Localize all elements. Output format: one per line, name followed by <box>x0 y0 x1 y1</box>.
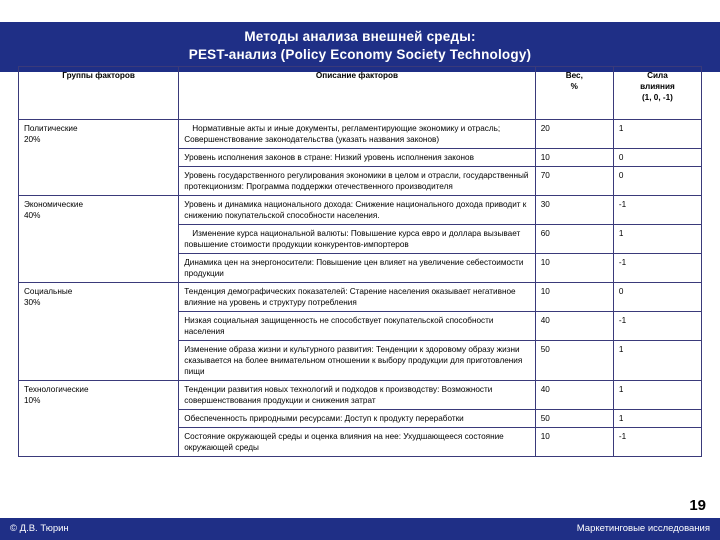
factor-weight: 70 <box>535 167 613 196</box>
factor-force: -1 <box>613 312 701 341</box>
factor-force: 1 <box>613 341 701 381</box>
page-number: 19 <box>689 497 706 514</box>
footer-bar <box>0 518 720 540</box>
factor-description: Тенденции развития новых технологий и подходов к производству: Возможности совершенствования продукции и снижения затрат <box>179 381 536 410</box>
factor-weight: 60 <box>535 225 613 254</box>
factor-weight: 40 <box>535 312 613 341</box>
factor-force: 0 <box>613 149 701 167</box>
factor-description: Уровень исполнения законов в стране: Низкий уровень исполнения законов <box>179 149 536 167</box>
group-percent: 10% <box>24 396 41 405</box>
group-name: Технологические <box>24 385 89 394</box>
factor-description: Динамика цен на энергоносители: Повышение цен влияет на увеличение себестоимости продукции <box>179 254 536 283</box>
factor-description: Уровень и динамика национального дохода: Снижение национального дохода приводит к снижению покупательской способности населения. <box>179 196 536 225</box>
footer-subject: Маркетинговые исследования <box>576 523 710 534</box>
pest-table <box>18 66 702 457</box>
header-group: Группы факторов <box>19 67 179 120</box>
factor-description: Изменение образа жизни и культурного развития: Тенденции к здоровому образу жизни сказывается на более внимательном отношении к выбору продукции для приготовления пищи <box>179 341 536 381</box>
table-row <box>19 381 702 410</box>
group-percent: 40% <box>24 211 41 220</box>
factor-description: Нормативные акты и иные документы, регламентирующие экономику и отрасль; Совершенствование законодательства (указать названия законов) <box>179 120 536 149</box>
factor-weight: 10 <box>535 283 613 312</box>
group-percent: 20% <box>24 135 41 144</box>
header-force-line1: Сила <box>647 71 668 80</box>
header-force-line2: влияния <box>640 82 675 91</box>
factor-force: -1 <box>613 428 701 457</box>
factor-description: Низкая социальная защищенность не способствует покупательской способности населения <box>179 312 536 341</box>
factor-force: -1 <box>613 254 701 283</box>
factor-weight: 40 <box>535 381 613 410</box>
factor-description: Тенденция демографических показателей: Старение населения оказывает негативное влияние на уровень и структуру потребления <box>179 283 536 312</box>
table-row <box>19 120 702 149</box>
factor-force: 1 <box>613 225 701 254</box>
group-cell-economic <box>19 196 179 283</box>
group-cell-political <box>19 120 179 196</box>
factor-force: 1 <box>613 381 701 410</box>
header-weight <box>535 67 613 120</box>
header-weight-line2: % <box>570 82 578 91</box>
header-description: Описание факторов <box>179 67 536 120</box>
factor-description: Уровень государственного регулирования экономики в целом и отрасли, государственный протекционизм: Программа поддержки отечественного производителя <box>179 167 536 196</box>
factor-force: 0 <box>613 167 701 196</box>
title-line-2: PEST-анализ (Policy Economy Society Technology) <box>188 47 532 62</box>
table-body <box>19 120 702 457</box>
footer-author: © Д.В. Тюрин <box>10 523 69 534</box>
factor-weight: 10 <box>535 149 613 167</box>
factor-weight: 10 <box>535 254 613 283</box>
header-force-line3: (1, 0, -1) <box>641 93 673 102</box>
header-weight-line1: Вес, <box>565 71 583 80</box>
group-name: Политические <box>24 124 78 133</box>
factor-force: 0 <box>613 283 701 312</box>
header-force <box>613 67 701 120</box>
factor-weight: 50 <box>535 410 613 428</box>
group-percent: 30% <box>24 298 41 307</box>
group-cell-technological <box>19 381 179 457</box>
factor-weight: 50 <box>535 341 613 381</box>
factor-description: Обеспеченность природными ресурсами: Доступ к продукту переработки <box>179 410 536 428</box>
group-name: Социальные <box>24 287 73 296</box>
factor-weight: 20 <box>535 120 613 149</box>
title-line-1: Методы анализа внешней среды: <box>244 29 476 44</box>
factor-weight: 30 <box>535 196 613 225</box>
table-row <box>19 196 702 225</box>
factor-force: 1 <box>613 120 701 149</box>
factor-force: -1 <box>613 196 701 225</box>
table-header-row <box>19 67 702 120</box>
slide-title <box>0 22 720 72</box>
factor-description: Изменение курса национальной валюты: Повышение курса евро и доллара вызывает повышение стоимости продукции конкурентов-импортеров <box>179 225 536 254</box>
table-header <box>19 67 702 120</box>
factor-weight: 10 <box>535 428 613 457</box>
group-name: Экономические <box>24 200 84 209</box>
table-row <box>19 283 702 312</box>
group-cell-social <box>19 283 179 381</box>
factor-description: Состояние окружающей среды и оценка влияния на нее: Ухудшающееся состояние окружающей среды <box>179 428 536 457</box>
factor-force: 1 <box>613 410 701 428</box>
